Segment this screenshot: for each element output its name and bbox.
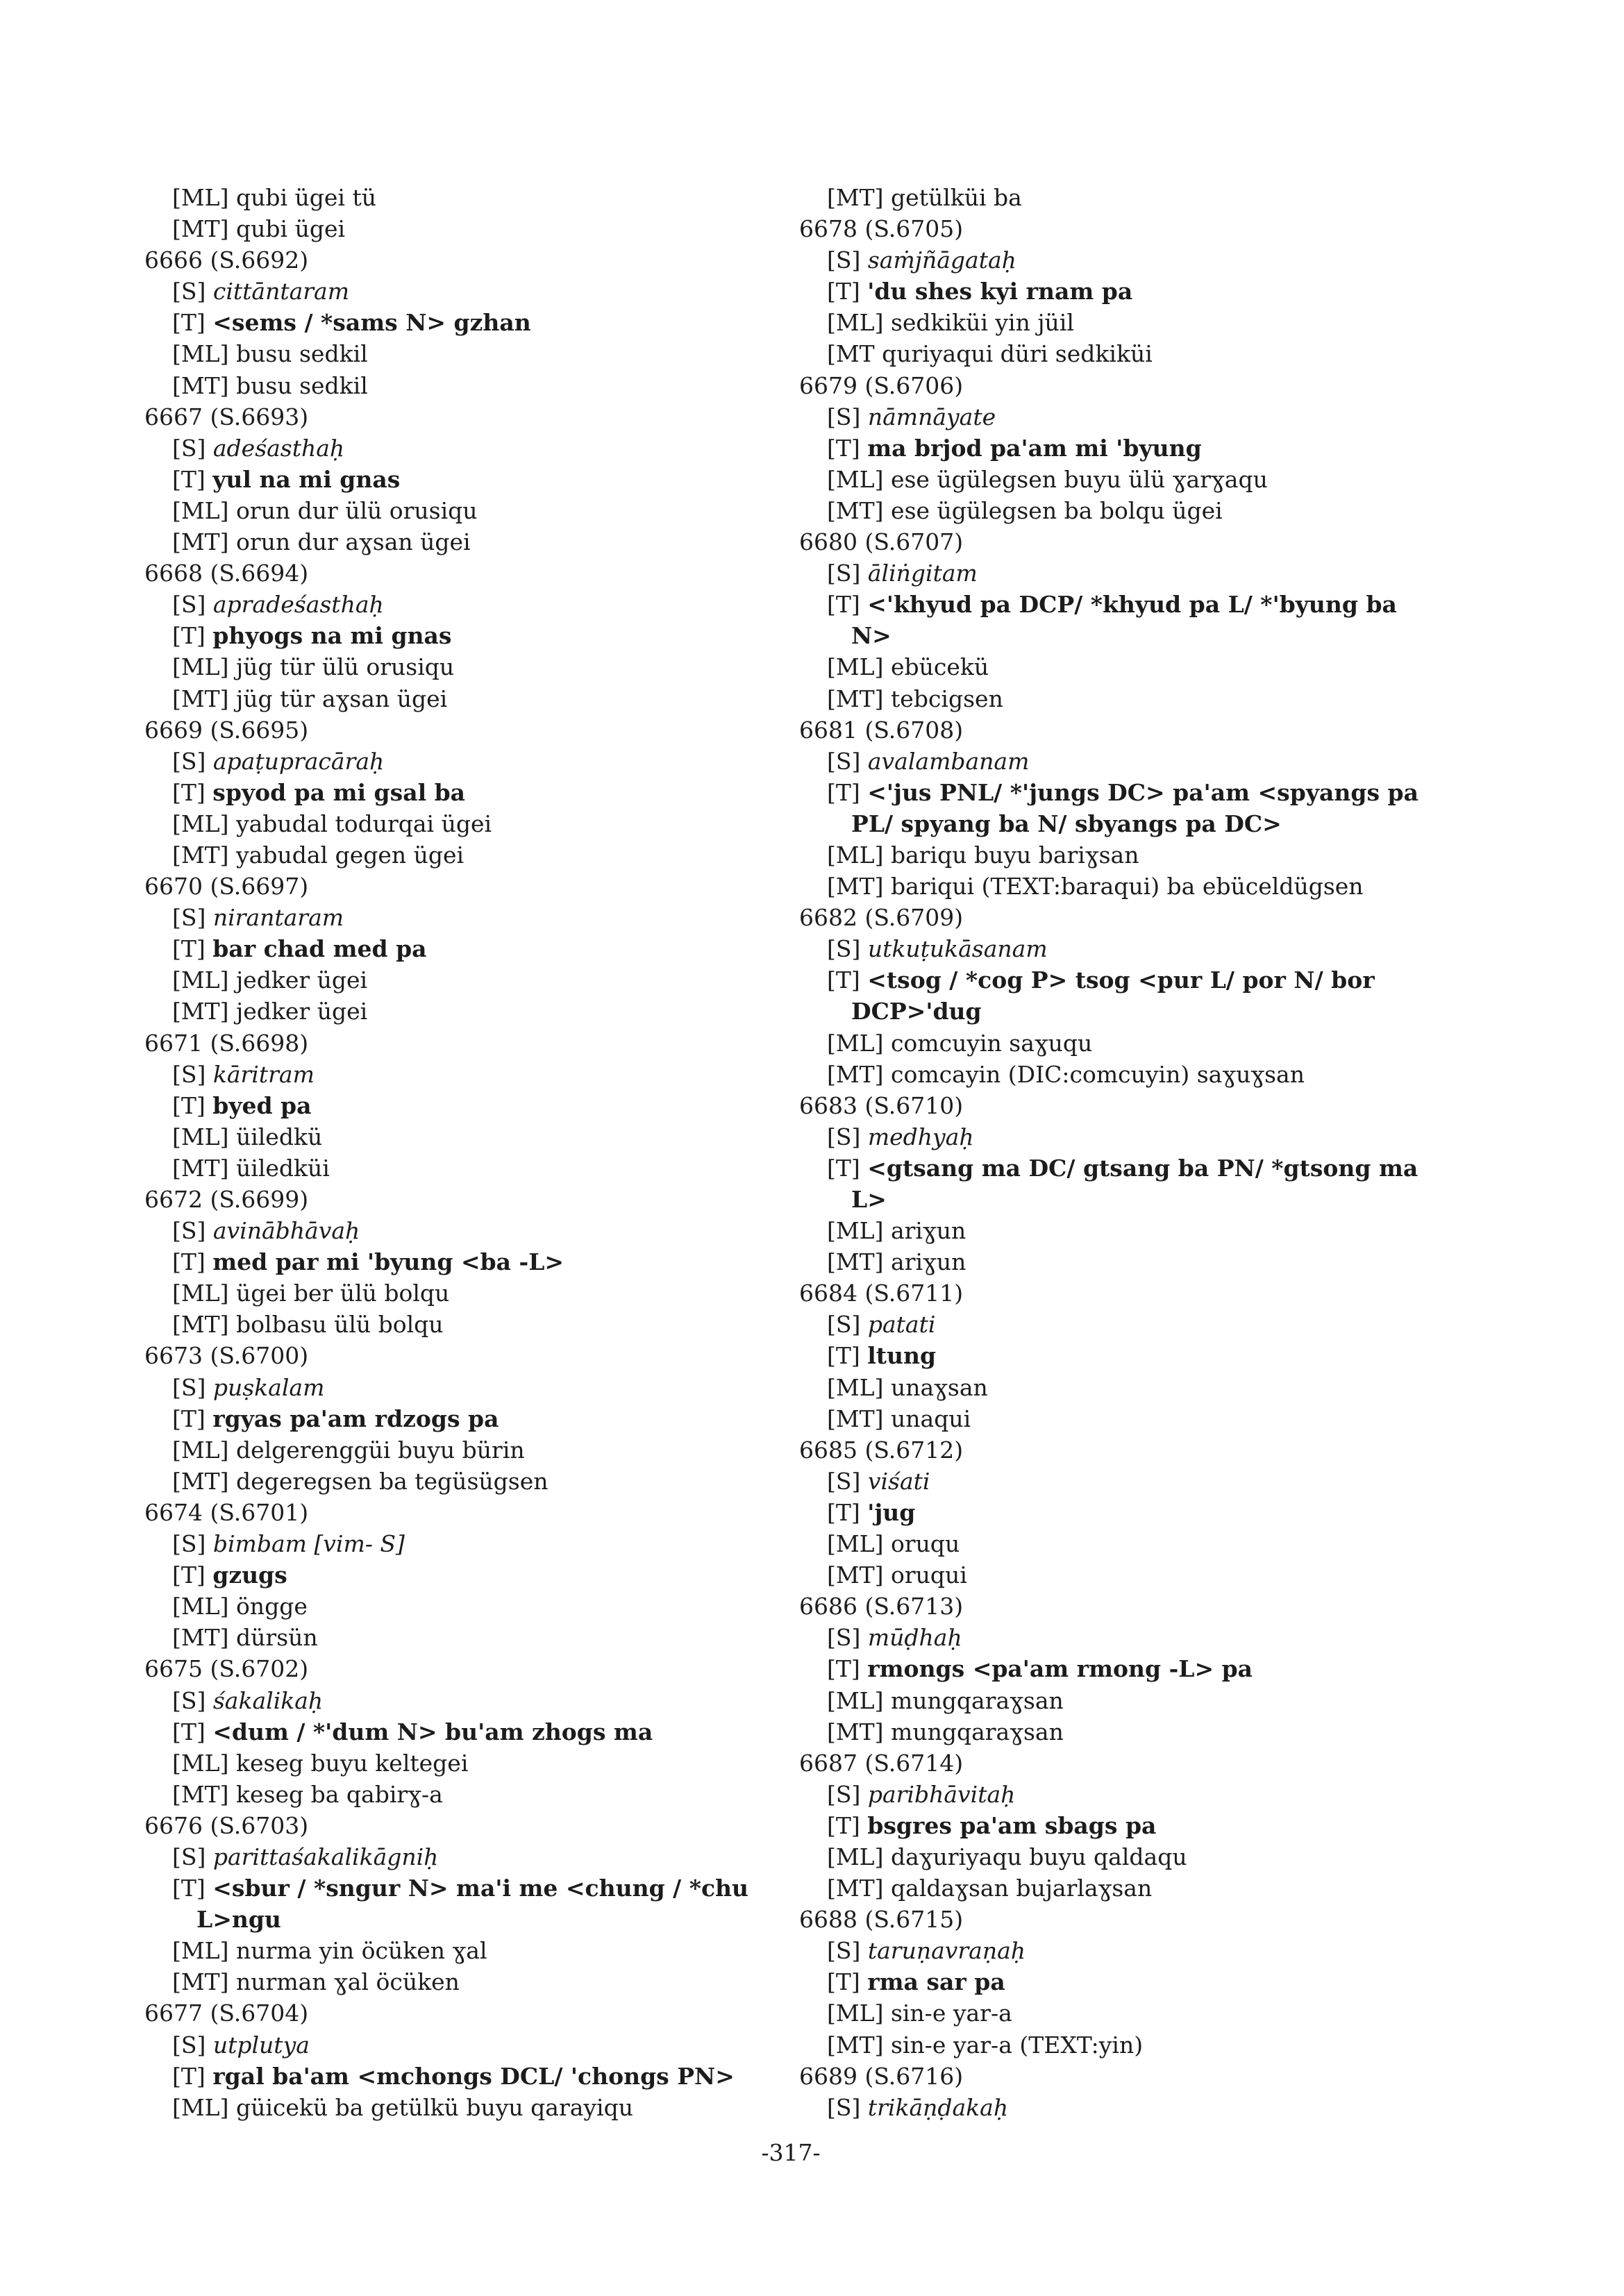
entry-line [799, 1246, 1438, 1277]
entry-tag: [S] [172, 1373, 213, 1401]
entry-line [799, 1841, 1438, 1872]
entry-line [144, 307, 773, 338]
entry-number [799, 1591, 1438, 1622]
entry-number [799, 1090, 1438, 1121]
entry-line [144, 651, 773, 682]
entry-text: rmongs <pa'am rmong -L> pa [867, 1655, 1253, 1683]
entry-text: 6671 (S.6698) [144, 1029, 309, 1057]
entry-tag: [T] [172, 1248, 213, 1276]
entry-line [144, 1246, 773, 1277]
entry-text: adeśasthaḥ [212, 434, 345, 462]
entry-line [799, 307, 1438, 338]
entry-text: 6666 (S.6692) [144, 246, 309, 274]
entry-text: [MT] tebcigsen [827, 685, 1003, 712]
entry-text: 6683 (S.6710) [799, 1091, 964, 1119]
entry-number [144, 871, 773, 902]
entry-tag: [T] [172, 622, 213, 650]
entry-text: viśati [867, 1467, 930, 1495]
entry-text: [ML] unaɣsan [827, 1373, 988, 1401]
entry-text: <dum / *'dum N> bu'am zhogs ma [212, 1718, 653, 1745]
entry-text: 6677 (S.6704) [144, 2000, 309, 2027]
entry-line [144, 933, 773, 964]
entry-text: 6672 (S.6699) [144, 1186, 309, 1213]
entry-line [799, 1059, 1438, 1090]
entry-tag: [T] [172, 935, 213, 963]
entry-line [799, 933, 1438, 964]
entry-tag: [S] [827, 935, 868, 963]
entry-line [144, 1748, 773, 1779]
entry-text: [MT] üiledküi [172, 1154, 330, 1182]
entry-line [799, 746, 1438, 777]
entry-text: 6670 (S.6697) [144, 873, 309, 900]
entry-tag: [S] [172, 1060, 213, 1088]
entry-text: 6667 (S.6693) [144, 403, 309, 430]
entry-line [144, 1622, 773, 1653]
entry-text: medhyaḥ [867, 1123, 974, 1150]
entry-text: bimbam [vim- S] [212, 1530, 405, 1558]
entry-text: avalambanam [867, 747, 1030, 775]
entry-tag: [T] [827, 278, 868, 305]
entry-line [799, 1779, 1438, 1810]
entry-number [144, 1184, 773, 1215]
entry-line [799, 1403, 1438, 1434]
entry-text: <sbur / *sngur N> ma'i me <chung / *chu [212, 1875, 749, 1902]
entry-tag: [S] [827, 747, 868, 775]
entry-line [144, 433, 773, 464]
entry-line [144, 1090, 773, 1121]
entry-text: gzugs [212, 1561, 287, 1589]
entry-text: kāritram [212, 1060, 315, 1088]
entry-line [799, 433, 1438, 464]
entry-text: [MT quriyaqui düri sedkiküi [827, 340, 1153, 368]
entry-text: bar chad med pa [212, 935, 427, 963]
entry-tag: [T] [172, 1405, 213, 1432]
entry-text: ltung [867, 1342, 937, 1370]
entry-tag: [S] [827, 403, 868, 430]
entry-text: [ML] qubi ügei tü [172, 184, 376, 211]
entry-line [144, 2061, 773, 2092]
entry-number [144, 1340, 773, 1371]
entry-tag: [S] [172, 1686, 213, 1714]
entry-line [144, 902, 773, 933]
entry-tag: [S] [172, 1843, 213, 1870]
entry-line [144, 1434, 773, 1466]
entry-number [144, 558, 773, 589]
page-number: -317- [761, 2139, 821, 2166]
entry-text: 6687 (S.6714) [799, 1749, 964, 1777]
entry-text: [ML] güicekü ba getülkü buyu qarayiqu [172, 2093, 633, 2121]
entry-text: rma sar pa [867, 1968, 1005, 1996]
entry-text: [ML] bariqu buyu bariɣsan [827, 841, 1139, 869]
entry-line [144, 964, 773, 996]
entry-line [144, 1403, 773, 1434]
entry-text: taruṇavraṇaḥ [867, 1937, 1026, 1965]
entry-text: [ML] daɣuriyaqu buyu qaldaqu [827, 1843, 1187, 1870]
entry-text: [MT] bolbasu ülü bolqu [172, 1311, 444, 1339]
entry-text: rgyas pa'am rdzogs pa [212, 1405, 499, 1432]
entry-text: [ML] ebücekü [827, 653, 989, 681]
entry-line [799, 1653, 1438, 1684]
entry-line [799, 589, 1438, 620]
entry-number [799, 902, 1438, 933]
entry-text: 6681 (S.6708) [799, 716, 964, 744]
entry-number [799, 1434, 1438, 1466]
entry-line-continuation [799, 808, 1438, 839]
entry-number [144, 244, 773, 276]
entry-text: <gtsang ma DC/ gtsang ba PN/ *gtsong ma [867, 1154, 1418, 1182]
entry-number [799, 213, 1438, 244]
entry-tag: [T] [172, 465, 213, 493]
entry-tag: [S] [172, 591, 213, 619]
entry-text: [ML] sin-e yar-a [827, 2000, 1012, 2027]
entry-text: yul na mi gnas [212, 465, 401, 493]
entry-line [144, 777, 773, 808]
entry-text: mūḍhaḥ [867, 1624, 962, 1652]
entry-line [799, 1528, 1438, 1559]
entry-tag: [S] [827, 2093, 868, 2121]
entry-text: 6685 (S.6712) [799, 1436, 964, 1464]
entry-line-continuation [144, 1904, 773, 1935]
entry-text: [MT] bariqui (TEXT:baraqui) ba ebüceldügsen [827, 873, 1364, 900]
entry-text: [ML] jedker ügei [172, 966, 368, 994]
entry-text: [MT] yabudal gegen ügei [172, 841, 464, 869]
entry-text: [ML] orun dur ülü orusiqu [172, 496, 478, 524]
entry-number [144, 1653, 773, 1684]
entry-number [144, 714, 773, 746]
entry-text: PL/ spyang ba N/ sbyangs pa DC> [851, 810, 1282, 837]
entry-line-continuation [799, 620, 1438, 651]
entry-tag: [S] [827, 246, 868, 274]
entry-tag: [S] [172, 904, 213, 932]
entry-line [799, 495, 1438, 526]
entry-tag: [T] [172, 1561, 213, 1589]
entry-line [144, 1716, 773, 1748]
entry-tag: [T] [172, 2062, 213, 2090]
entry-tag: [T] [172, 1091, 213, 1119]
entry-line [799, 2092, 1438, 2123]
entry-text: 6689 (S.6716) [799, 2062, 964, 2090]
entry-line [799, 1309, 1438, 1340]
entry-tag: [T] [827, 591, 868, 619]
entry-line [144, 1528, 773, 1559]
entry-line [144, 746, 773, 777]
entry-line [799, 1121, 1438, 1153]
entry-text: [MT] qubi ügei [172, 215, 346, 243]
entry-text: N> [851, 622, 891, 650]
entry-line [799, 558, 1438, 589]
entry-text: [MT] jedker ügei [172, 998, 368, 1025]
entry-line [799, 2029, 1438, 2061]
entry-line [799, 1153, 1438, 1184]
entry-line [799, 1028, 1438, 1059]
entry-tag: [S] [827, 560, 868, 587]
entry-text: 6680 (S.6707) [799, 528, 964, 556]
entry-text: parittaśakalikāgniḥ [212, 1843, 439, 1870]
entry-text: [MT] sin-e yar-a (TEXT:yin) [827, 2031, 1144, 2059]
entry-text: [ML] üiledkü [172, 1123, 323, 1150]
entry-text: 6675 (S.6702) [144, 1655, 309, 1683]
entry-text: <'jus PNL/ *'jungs DC> pa'am <spyangs pa [867, 778, 1418, 806]
entry-line [799, 871, 1438, 902]
entry-text: [MT] qaldaɣsan bujarlaɣsan [827, 1875, 1153, 1902]
entry-line [799, 1935, 1438, 1966]
entry-line [144, 1121, 773, 1153]
entry-line [799, 1340, 1438, 1371]
entry-text: [ML] yabudal todurqai ügei [172, 810, 492, 837]
entry-text: 6684 (S.6711) [799, 1280, 964, 1307]
entry-tag: [T] [827, 1968, 868, 1996]
entry-text: byed pa [212, 1091, 312, 1119]
entry-text: [MT] unaqui [827, 1405, 971, 1432]
entry-line [799, 464, 1438, 495]
entry-line [799, 1622, 1438, 1653]
entry-tag: [S] [827, 1624, 868, 1652]
entry-line [799, 1810, 1438, 1841]
entry-tag: [S] [172, 434, 213, 462]
entry-line [144, 1309, 773, 1340]
entry-text: paribhāvitaḥ [867, 1780, 1016, 1808]
entry-text: [MT] degeregsen ba tegüsügsen [172, 1467, 549, 1495]
entry-text: saṁjñāgataḥ [867, 246, 1016, 274]
entry-text: phyogs na mi gnas [212, 622, 452, 650]
entry-tag: [T] [172, 1718, 213, 1745]
entry-text: [ML] mungqaraɣsan [827, 1686, 1064, 1714]
entry-tag: [T] [827, 1498, 868, 1526]
entry-text: [MT] getülküi ba [827, 184, 1022, 211]
entry-line [144, 213, 773, 244]
entry-tag: [S] [172, 747, 213, 775]
entry-line [144, 1591, 773, 1622]
entry-line [144, 996, 773, 1027]
entry-number [144, 1997, 773, 2029]
entry-line [799, 338, 1438, 369]
entry-text: [MT] oruqui [827, 1561, 967, 1589]
entry-text: [ML] delgerenggüi buyu bürin [172, 1436, 525, 1464]
entry-line [144, 1153, 773, 1184]
entry-line [144, 808, 773, 839]
entry-tag: [S] [827, 1123, 868, 1150]
entry-text: 6668 (S.6694) [144, 560, 309, 587]
entry-line [799, 1966, 1438, 1997]
entry-number [799, 526, 1438, 558]
entry-line [144, 526, 773, 558]
entry-tag: [T] [827, 1154, 868, 1182]
entry-tag: [T] [172, 1875, 213, 1902]
entry-tag: [T] [172, 778, 213, 806]
entry-text: [MT] busu sedkil [172, 371, 368, 399]
entry-line [799, 1716, 1438, 1748]
entry-tag: [S] [827, 1937, 868, 1965]
entry-tag: [S] [827, 1311, 868, 1339]
entry-text: 6673 (S.6700) [144, 1342, 309, 1370]
entry-text: [ML] ese ügülegsen buyu ülü ɣarɣaqu [827, 465, 1268, 493]
entry-line [799, 1685, 1438, 1716]
entry-tag: [T] [827, 1342, 868, 1370]
entry-text: ma brjod pa'am mi 'byung [867, 434, 1202, 462]
entry-text: trikāṇḍakaḥ [867, 2093, 1009, 2121]
entry-line [144, 1277, 773, 1309]
entry-line [799, 1466, 1438, 1497]
entry-text: bsgres pa'am sbags pa [867, 1811, 1157, 1839]
entry-tag: [S] [172, 278, 213, 305]
entry-line [144, 1841, 773, 1872]
entry-line [799, 839, 1438, 871]
entry-text: [MT] ese ügülegsen ba bolqu ügei [827, 496, 1223, 524]
entry-line [144, 1466, 773, 1497]
left-column [144, 182, 773, 2123]
entry-line [144, 1559, 773, 1591]
entry-text: apaṭupracāraḥ [212, 747, 385, 775]
entry-line [144, 1059, 773, 1090]
entry-text: [MT] comcayin (DIC:comcuyin) saɣuɣsan [827, 1060, 1305, 1088]
entry-line [799, 683, 1438, 714]
entry-line [799, 777, 1438, 808]
entry-tag: [T] [827, 1655, 868, 1683]
entry-text: [ML] jüg tür ülü orusiqu [172, 653, 455, 681]
entry-line [799, 1372, 1438, 1403]
entry-text: apradeśasthaḥ [212, 591, 384, 619]
entry-number [799, 1277, 1438, 1309]
entry-line [144, 620, 773, 651]
entry-text: L>ngu [196, 1906, 281, 1934]
entry-text: 6688 (S.6715) [799, 1906, 964, 1934]
entry-text: [ML] oruqu [827, 1530, 960, 1558]
entry-line [144, 182, 773, 213]
entry-tag: [T] [172, 309, 213, 337]
entry-text: <tsog / *cog P> tsog <pur L/ por N/ bor [867, 966, 1375, 994]
entry-tag: [T] [827, 966, 868, 994]
entry-text: 6676 (S.6703) [144, 1811, 309, 1839]
entry-text: cittāntaram [212, 278, 350, 305]
entry-line [144, 1935, 773, 1966]
entry-line [799, 964, 1438, 996]
entry-tag: [T] [827, 1811, 868, 1839]
entry-tag: [T] [827, 434, 868, 462]
entry-text: <sems / *sams N> gzhan [212, 309, 531, 337]
entry-text: [MT] mungqaraɣsan [827, 1718, 1064, 1745]
entry-tag: [T] [827, 778, 868, 806]
entry-text: spyod pa mi gsal ba [212, 778, 466, 806]
entry-text: <'khyud pa DCP/ *khyud pa L/ *'byung ba [867, 591, 1397, 619]
entry-number [799, 370, 1438, 401]
entry-tag: [S] [172, 1530, 213, 1558]
entry-line [144, 1685, 773, 1716]
entry-line [144, 495, 773, 526]
entry-text: patati [867, 1311, 936, 1339]
entry-line [799, 182, 1438, 213]
entry-number [799, 1904, 1438, 1935]
entry-line [144, 1966, 773, 1997]
entry-number [799, 1748, 1438, 1779]
entry-text: nirantaram [212, 904, 344, 932]
entry-line [144, 276, 773, 307]
entry-line [144, 839, 773, 871]
entry-line [799, 276, 1438, 307]
entry-text: 'jug [867, 1498, 916, 1526]
entry-text: 6686 (S.6713) [799, 1593, 964, 1620]
entry-text: med par mi 'byung <ba -L> [212, 1248, 564, 1276]
right-column [799, 182, 1438, 2123]
entry-text: puṣkalam [212, 1373, 325, 1401]
entry-line [144, 1872, 773, 1904]
entry-text: 6669 (S.6695) [144, 716, 309, 744]
entry-text: [ML] comcuyin saɣuqu [827, 1029, 1093, 1057]
entry-text: 6679 (S.6706) [799, 371, 964, 399]
entry-number [799, 714, 1438, 746]
entry-line [144, 1372, 773, 1403]
entry-line-continuation [799, 1184, 1438, 1215]
entry-text: 6682 (S.6709) [799, 904, 964, 932]
entry-line [144, 683, 773, 714]
entry-text: [MT] jüg tür aɣsan ügei [172, 685, 448, 712]
entry-line [799, 1559, 1438, 1591]
entry-line-continuation [799, 996, 1438, 1027]
entry-text: DCP>'dug [851, 998, 982, 1025]
entry-line [799, 651, 1438, 682]
entry-number [144, 1497, 773, 1528]
entry-text: 6674 (S.6701) [144, 1498, 309, 1526]
entry-text: [ML] busu sedkil [172, 340, 368, 368]
entry-line [799, 1497, 1438, 1528]
entry-text: utplutya [212, 2031, 310, 2059]
entry-line [144, 2029, 773, 2061]
entry-line [799, 1215, 1438, 1246]
entry-line [799, 244, 1438, 276]
entry-line [144, 464, 773, 495]
entry-text: śakalikaḥ [212, 1686, 324, 1714]
entry-text: [ML] ariɣun [827, 1217, 966, 1245]
entry-text: [ML] ügei ber ülü bolqu [172, 1280, 450, 1307]
entry-text: [ML] öngge [172, 1593, 308, 1620]
entry-number [799, 2061, 1438, 2092]
entry-text: [MT] nurman ɣal öcüken [172, 1968, 460, 1996]
entry-line [144, 1215, 773, 1246]
entry-number [144, 401, 773, 433]
entry-tag: [S] [172, 1217, 213, 1245]
entry-text: [ML] nurma yin öcüken ɣal [172, 1937, 487, 1965]
entry-number [144, 1810, 773, 1841]
entry-text: [MT] keseg ba qabirɣ-a [172, 1780, 443, 1808]
entry-line [144, 2092, 773, 2123]
entry-text: avinābhāvaḥ [212, 1217, 360, 1245]
entry-tag: [S] [172, 2031, 213, 2059]
entry-text: utkuṭukāsanam [867, 935, 1048, 963]
entry-text: nāmnāyate [867, 403, 996, 430]
entry-line [799, 1872, 1438, 1904]
entry-text: [ML] keseg buyu keltegei [172, 1749, 469, 1777]
entry-line [144, 589, 773, 620]
entry-text: 6678 (S.6705) [799, 215, 964, 243]
entry-text: [ML] sedkiküi yin jüil [827, 309, 1074, 337]
entry-text: [MT] dürsün [172, 1624, 318, 1652]
entry-text: rgal ba'am <mchongs DCL/ 'chongs PN> [212, 2062, 735, 2090]
entry-tag: [S] [827, 1780, 868, 1808]
entry-text: [MT] orun dur aɣsan ügei [172, 528, 471, 556]
entry-tag: [S] [827, 1467, 868, 1495]
entry-text: āliṅgitam [867, 560, 978, 587]
entry-line [144, 370, 773, 401]
entry-number [144, 1028, 773, 1059]
entry-line [144, 338, 773, 369]
entry-text: 'du shes kyi rnam pa [867, 278, 1133, 305]
entry-text: L> [851, 1186, 887, 1213]
entry-line [799, 401, 1438, 433]
entry-line [144, 1779, 773, 1810]
entry-line [799, 1997, 1438, 2029]
entry-text: [MT] ariɣun [827, 1248, 966, 1276]
